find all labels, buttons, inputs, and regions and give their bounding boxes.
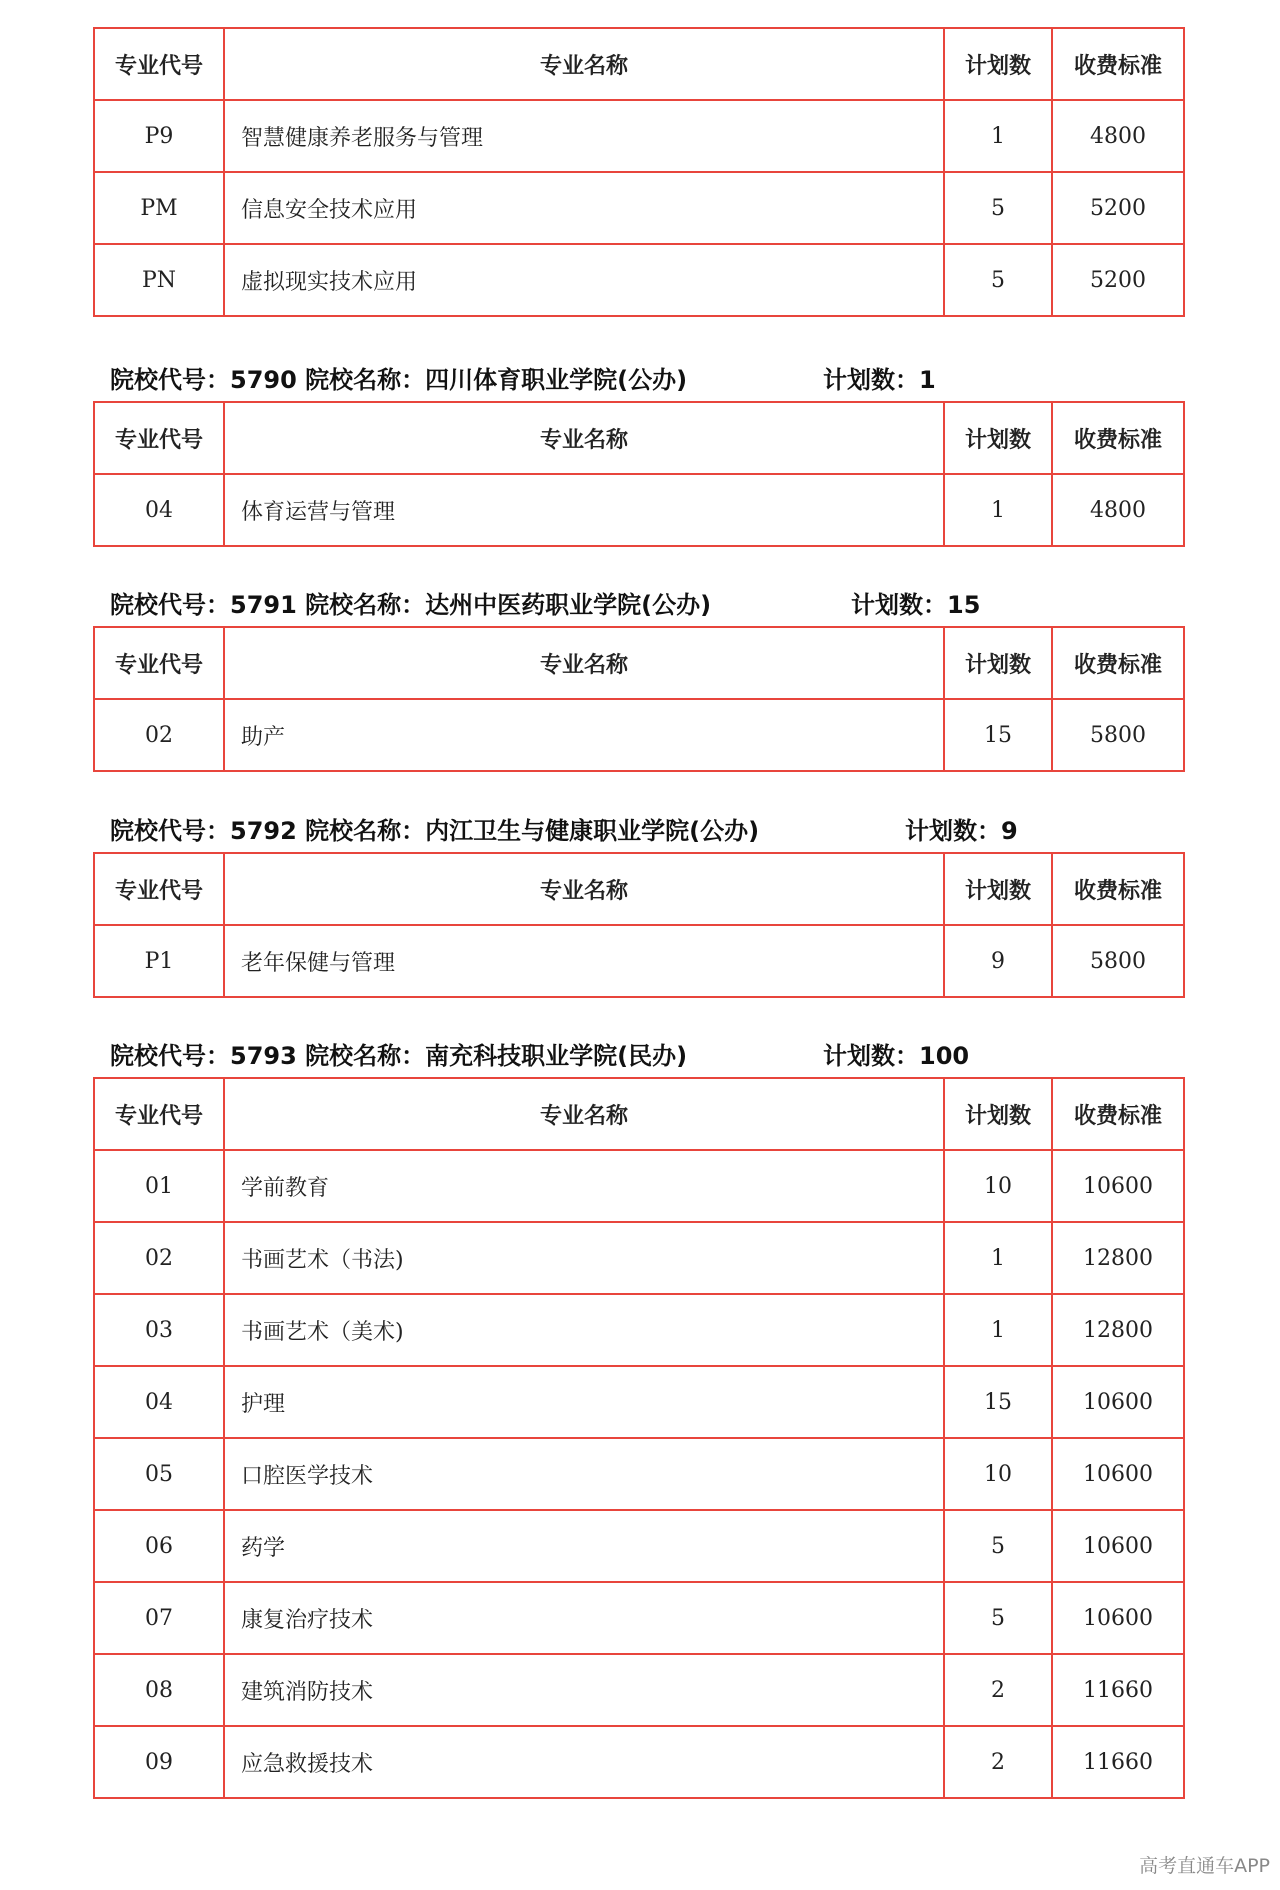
table-header-row	[94, 28, 1184, 100]
col-header-fee: 收费标准	[1052, 627, 1184, 699]
cell-fee: 12800	[1052, 1294, 1184, 1366]
cell-name: 信息安全技术应用	[224, 172, 944, 244]
table-row	[94, 1726, 1184, 1798]
table-row	[94, 1294, 1184, 1366]
table-row	[94, 699, 1184, 771]
school-info: 院校代号：5793 院校名称：南充科技职业学院(民办)	[110, 1042, 688, 1070]
cell-plan: 9	[944, 925, 1052, 997]
table-row	[94, 1438, 1184, 1510]
cell-plan: 2	[944, 1654, 1052, 1726]
cell-name: 康复治疗技术	[224, 1582, 944, 1654]
table-header-row	[94, 1078, 1184, 1150]
col-header-name: 专业名称	[224, 28, 944, 100]
col-header-code: 专业代号	[94, 1078, 224, 1150]
col-header-code: 专业代号	[94, 402, 224, 474]
cell-code: PM	[94, 172, 224, 244]
col-header-name: 专业名称	[224, 402, 944, 474]
school-header	[110, 585, 981, 625]
cell-code: 02	[94, 1222, 224, 1294]
cell-code: PN	[94, 244, 224, 316]
col-header-code: 专业代号	[94, 627, 224, 699]
school-table	[93, 626, 1183, 772]
cell-code: 02	[94, 699, 224, 771]
cell-name: 书画艺术（美术)	[224, 1294, 944, 1366]
cell-code: P9	[94, 100, 224, 172]
cell-plan: 5	[944, 1510, 1052, 1582]
school-table	[93, 852, 1183, 998]
col-header-name: 专业名称	[224, 853, 944, 925]
cell-name: 老年保健与管理	[224, 925, 944, 997]
cell-name: 应急救援技术	[224, 1726, 944, 1798]
table-row	[94, 925, 1184, 997]
cell-name: 学前教育	[224, 1150, 944, 1222]
table-row	[94, 244, 1184, 316]
col-header-plan: 计划数	[944, 402, 1052, 474]
major-table	[93, 1077, 1185, 1799]
school-info: 院校代号：5792 院校名称：内江卫生与健康职业学院(公办)	[110, 817, 760, 845]
cell-plan: 1	[944, 1294, 1052, 1366]
cell-plan: 2	[944, 1726, 1052, 1798]
watermark: 高考直通车APP	[1139, 1855, 1270, 1877]
cell-plan: 1	[944, 474, 1052, 546]
table-row	[94, 1150, 1184, 1222]
cell-name: 虚拟现实技术应用	[224, 244, 944, 316]
cell-fee: 4800	[1052, 474, 1184, 546]
col-header-code: 专业代号	[94, 853, 224, 925]
school-info: 院校代号：5791 院校名称：达州中医药职业学院(公办)	[110, 591, 712, 619]
cell-fee: 4800	[1052, 100, 1184, 172]
school-header	[110, 360, 936, 400]
cell-name: 体育运营与管理	[224, 474, 944, 546]
cell-code: 07	[94, 1582, 224, 1654]
cell-name: 智慧健康养老服务与管理	[224, 100, 944, 172]
major-table	[93, 626, 1185, 772]
cell-plan: 10	[944, 1150, 1052, 1222]
col-header-plan: 计划数	[944, 853, 1052, 925]
cell-name: 药学	[224, 1510, 944, 1582]
table-row	[94, 1654, 1184, 1726]
col-header-fee: 收费标准	[1052, 1078, 1184, 1150]
cell-plan: 10	[944, 1438, 1052, 1510]
major-table	[93, 401, 1185, 547]
cell-plan: 15	[944, 1366, 1052, 1438]
cell-plan: 5	[944, 1582, 1052, 1654]
cell-fee: 10600	[1052, 1582, 1184, 1654]
table-header-row	[94, 853, 1184, 925]
cell-name: 助产	[224, 699, 944, 771]
cell-plan: 5	[944, 172, 1052, 244]
cell-name: 建筑消防技术	[224, 1654, 944, 1726]
major-table	[93, 27, 1185, 317]
cell-code: 04	[94, 474, 224, 546]
cell-fee: 10600	[1052, 1510, 1184, 1582]
cell-plan: 5	[944, 244, 1052, 316]
cell-fee: 5800	[1052, 699, 1184, 771]
col-header-plan: 计划数	[944, 627, 1052, 699]
cell-code: 08	[94, 1654, 224, 1726]
school-table	[93, 1077, 1183, 1799]
col-header-fee: 收费标准	[1052, 853, 1184, 925]
cell-plan: 1	[944, 1222, 1052, 1294]
cell-code: 01	[94, 1150, 224, 1222]
col-header-fee: 收费标准	[1052, 28, 1184, 100]
cell-fee: 10600	[1052, 1150, 1184, 1222]
table-header-row	[94, 402, 1184, 474]
cell-code: 03	[94, 1294, 224, 1366]
cell-plan: 1	[944, 100, 1052, 172]
cell-fee: 11660	[1052, 1726, 1184, 1798]
school-info: 院校代号：5790 院校名称：四川体育职业学院(公办)	[110, 366, 688, 394]
table-row	[94, 1582, 1184, 1654]
table-row	[94, 1222, 1184, 1294]
cell-fee: 5800	[1052, 925, 1184, 997]
cell-fee: 5200	[1052, 172, 1184, 244]
cell-name: 书画艺术（书法)	[224, 1222, 944, 1294]
table-continued	[93, 27, 1183, 317]
school-plan-total: 计划数：100	[823, 1042, 970, 1070]
school-table	[93, 401, 1183, 547]
table-row	[94, 474, 1184, 546]
col-header-plan: 计划数	[944, 28, 1052, 100]
cell-name: 口腔医学技术	[224, 1438, 944, 1510]
cell-fee: 5200	[1052, 244, 1184, 316]
cell-fee: 10600	[1052, 1366, 1184, 1438]
col-header-fee: 收费标准	[1052, 402, 1184, 474]
col-header-name: 专业名称	[224, 1078, 944, 1150]
col-header-plan: 计划数	[944, 1078, 1052, 1150]
table-header-row	[94, 627, 1184, 699]
col-header-name: 专业名称	[224, 627, 944, 699]
school-header	[110, 1036, 970, 1076]
table-row	[94, 1366, 1184, 1438]
col-header-code: 专业代号	[94, 28, 224, 100]
cell-fee: 11660	[1052, 1654, 1184, 1726]
cell-fee: 12800	[1052, 1222, 1184, 1294]
cell-code: 06	[94, 1510, 224, 1582]
cell-code: 05	[94, 1438, 224, 1510]
school-plan-total: 计划数：1	[823, 366, 936, 394]
school-header	[110, 811, 1018, 851]
school-plan-total: 计划数：9	[905, 817, 1018, 845]
cell-code: P1	[94, 925, 224, 997]
cell-name: 护理	[224, 1366, 944, 1438]
table-row	[94, 100, 1184, 172]
cell-fee: 10600	[1052, 1438, 1184, 1510]
table-row	[94, 172, 1184, 244]
cell-plan: 15	[944, 699, 1052, 771]
major-table	[93, 852, 1185, 998]
table-row	[94, 1510, 1184, 1582]
school-plan-total: 计划数：15	[851, 591, 981, 619]
cell-code: 04	[94, 1366, 224, 1438]
cell-code: 09	[94, 1726, 224, 1798]
